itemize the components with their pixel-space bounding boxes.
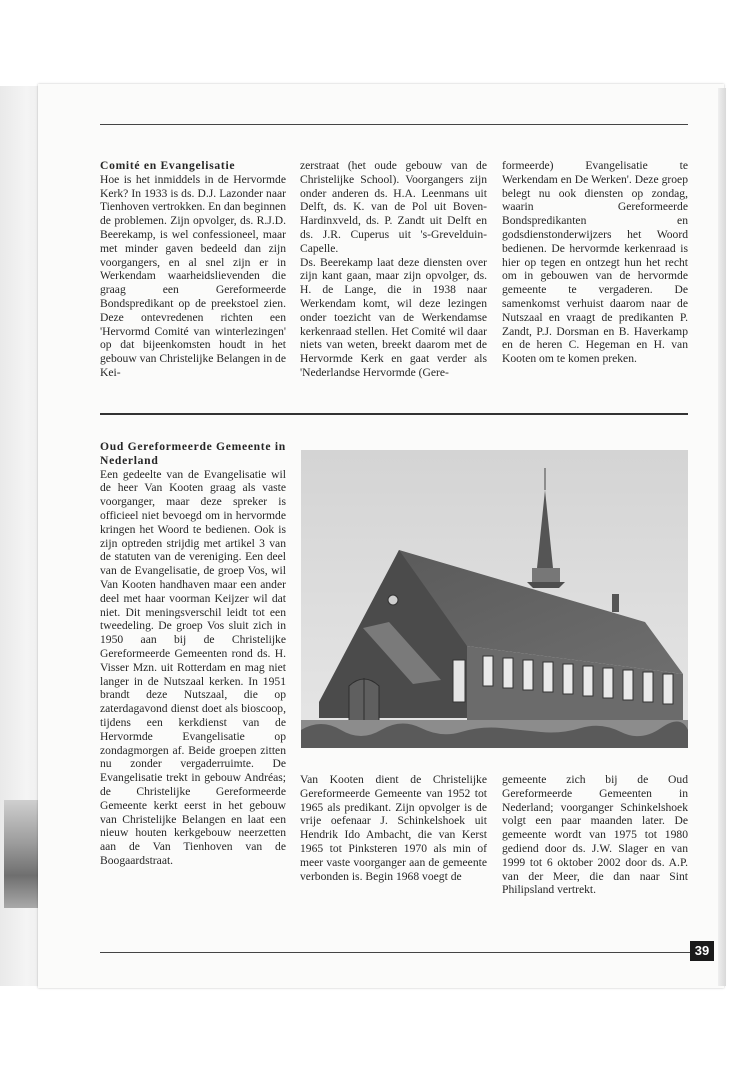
section2-column-3 xyxy=(502,773,688,897)
section1-text-col1: Hoe is het inmiddels in de Hervormde Kerk? In 1933 is ds. D.J. Lazonder naar Tienhoven vertrokken. En dan beginnen de problemen. Zijn opvolger, ds. R.J.D. Beerekamp, is wel confessioneel, maar met minder gaven bedeeld dan zijn voorgangers, en al snel zijn er in Werkendam waarheidslievenden die graag een Gereformeerde Bondspredikant op de preekstoel zien. Deze ontevredenen richten een 'Hervormd Comité van winterlezingen' op dat bijeenkomsten houdt in het gebouw van Christelijke Belangen in de Kei- xyxy=(100,172,286,379)
section1-column-2 xyxy=(300,159,487,380)
section-divider xyxy=(100,413,688,415)
section1-text-col2a: zerstraat (het oude gebouw van de Christelijke School). Voorgangers zijn onder anderen ds. H.A. Leenmans uit Delft, ds. K. van de Pol uit Boven-Hardinxveld, ds. P. Zandt uit Delft en ds. J.R. Cuperus uit 's-Grevelduin-Capelle. xyxy=(300,159,487,255)
bottom-rule xyxy=(100,952,690,953)
section1-column-3 xyxy=(502,159,688,366)
church-photo xyxy=(301,450,688,748)
section2-text-col1: Een gedeelte van de Evangelisatie wil de heer Van Kooten graag als vaste voorganger, maar deze spreker is officieel niet bevoegd om in hervormde kringen het Woord te bedienen. Ook is zijn optreden strijdig met artikel 3 van de statuten van de vereniging. Een deel van de Evangelisatie, de groep Vos, wil Van Kooten handhaven maar een ander deel met haar voorman Keijzer wil dat niet. Dit meningsverschil leidt tot een tweedeling. De groep Vos sluit zich in 1950 aan bij de Christelijke Gereformeerde Gemeenten rond ds. H. Visser Mzn. uit Rotterdam en mag niet langer in de Nutszaal kerken. In 1951 brandt deze Nutszaal, die op zaterdagavond dienst doet als bioscoop, tijdens een kerkdienst van de Hervormde Evangelisatie op zondagmorgen af. Beide groepen zitten nu zonder vergaderruimte. De Evangelisatie trekt in gebouw Andréas; de Christelijke Gereformeerde Gemeente kerkt eerst in het gebouw van Christelijke Belangen en laat een nieuw houten kerkgebouw neerzetten aan de Van Tienhoven van de Boogaardstraat. xyxy=(100,467,286,867)
section1-text-col2b: Ds. Beerekamp laat deze diensten over zijn kant gaan, maar zijn opvolger, ds. H. de Lange, die in 1938 naar Werkendam komt, wil deze lezingen onder toezicht van de Werkendamse kerkenraad stellen. Het Comité wil daar niets van weten, breekt daarom met de Hervormde Kerk en gaat verder als 'Nederlandse Hervormde (Gere- xyxy=(300,255,487,379)
section2-text-col2: Van Kooten dient de Christelijke Gereformeerde Gemeente van 1952 tot 1965 als predikant. Zijn opvolger is de vrije oefenaar J. Schinkelshoek uit Hendrik Ido Ambacht, die van Kerst 1965 tot Pinksteren 1970 als min of meer vaste voorganger aan de gemeente verbonden is. Begin 1968 voegt de xyxy=(300,773,487,883)
section1-heading: Comité en Evangelisatie xyxy=(100,159,236,172)
adjacent-page-photo-edge xyxy=(4,800,38,908)
section2-column-2 xyxy=(300,773,487,883)
section2-text-col3: gemeente zich bij de Oud Gereformeerde Gemeenten in Nederland; voorganger Schinkelshoek volgt een paar maanden later. De gemeente wordt van 1975 tot 1980 gediend door ds. J.W. Slager en van 1999 tot 6 oktober 2002 door ds. A.P. van der Meer, die dan naar Sint Philipsland vertrekt. xyxy=(502,773,688,897)
top-rule xyxy=(100,124,688,125)
section2-column-1 xyxy=(100,440,286,868)
page-number: 39 xyxy=(690,941,714,961)
section1-text-col3: formeerde) Evangelisatie te Werkendam en De Werken'. Deze groep belegt nu ook diensten op zondag, waarin Gereformeerde Bondspredikanten en godsdienstonderwijzers het Woord bedienen. De hervormde kerkenraad is hier op tegen en ontzegt hun het recht om in gebouwen van de hervormde gemeente te vergaderen. De samenkomst verhuist daarom naar de Nutszaal en vraagt de predikanten P. Zandt, P.J. Dorsman en B. Haverkamp en de heren C. Hegeman en H. van Kooten om te komen preken. xyxy=(502,159,688,366)
section1-column-1 xyxy=(100,159,286,380)
page-edge-shadow xyxy=(718,88,726,986)
section2-heading: Oud Gereformeerde Gemeente in Nederland xyxy=(100,440,286,467)
